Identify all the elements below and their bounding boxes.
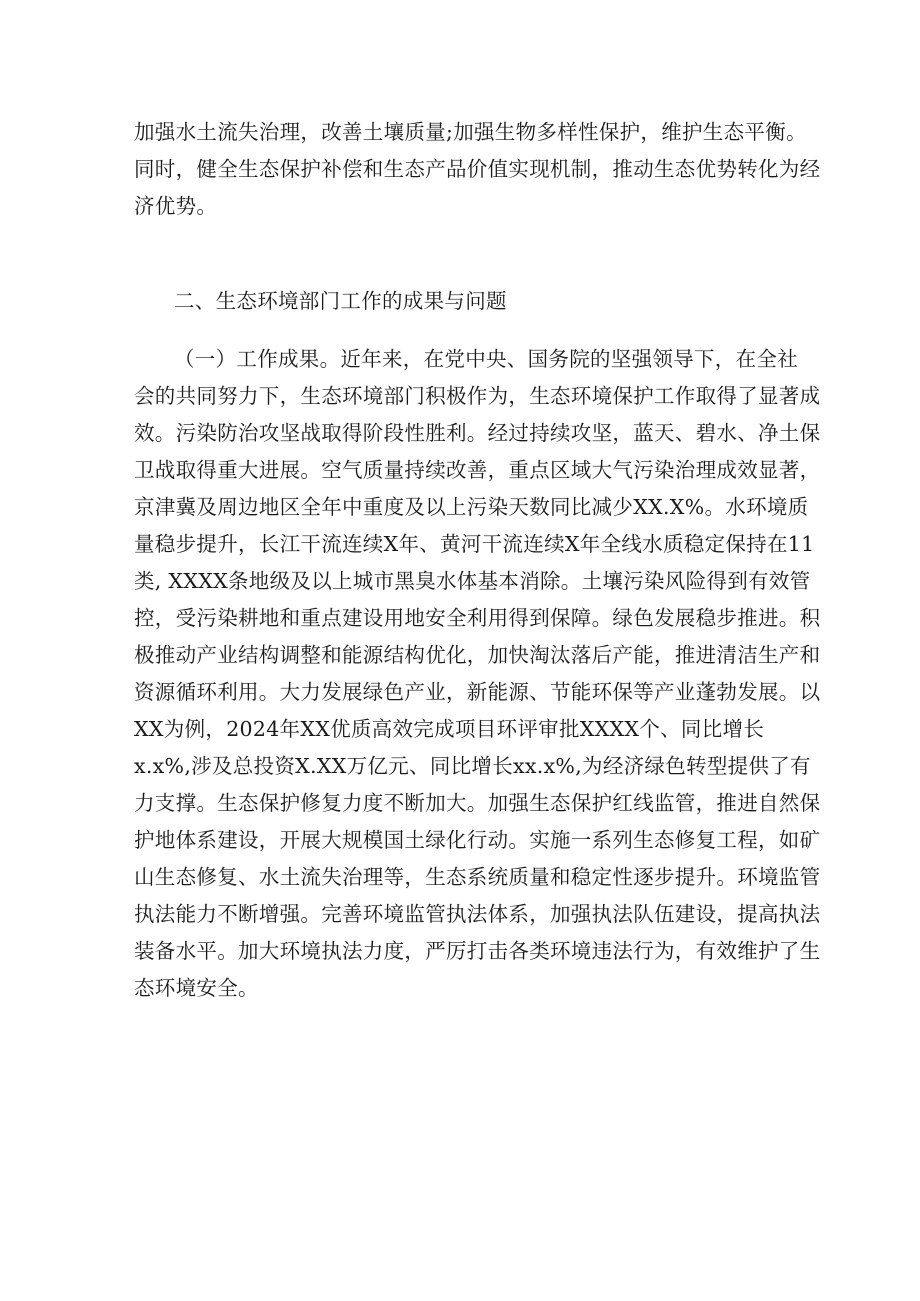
text-line: 力支撑。生态保护修复力度不断加大。加强生态保护红线监管，推进自然保 (134, 791, 821, 815)
text-line: 济优势。 (134, 194, 218, 218)
text-line: 极推动产业结构调整和能源结构优化，加快淘汰落后产能，推进清洁生产和 (134, 643, 821, 667)
text-line: （一）工作成果。近年来，在党中央、国务院的坚强领导下，在全社 (174, 347, 798, 371)
text-line: XX为例，2024年XX优质高效完成项目环评审批XXXX个、同比增长 (134, 717, 765, 741)
text-line: 类, XXXX条地级及以上城市黑臭水体基本消除。土壤污染风险得到有效管 (134, 569, 811, 593)
paragraph-achievements (134, 341, 821, 1007)
text-line: 执法能力不断增强。完善环境监管执法体系，加强执法队伍建设，提高执法 (134, 902, 821, 926)
text-line: 同时，健全生态保护补偿和生态产品价值实现机制，推动生态优势转化为经 (134, 157, 821, 181)
text-line: 加强水土流失治理，改善土壤质量;加强生物多样性保护，维护生态平衡。 (134, 120, 807, 144)
text-line: 会的共同努力下，生态环境部门积极作为，生态环境保护工作取得了显著成 (134, 384, 821, 408)
text-line: 山生态修复、水土流失治理等，生态系统质量和稳定性逐步提升。环境监管 (134, 865, 821, 889)
text-line: 效。污染防治攻坚战取得阶段性胜利。经过持续攻坚，蓝天、碧水、净土保 (134, 421, 821, 445)
text-line: 资源循环利用。大力发展绿色产业，新能源、节能环保等产业蓬勃发展。以 (134, 680, 821, 704)
text-line: 装备水平。加大环境执法力度，严厉打击各类环境违法行为，有效维护了生 (134, 939, 821, 963)
text-line: 控，受污染耕地和重点建设用地安全利用得到保障。绿色发展稳步推进。积 (134, 606, 821, 630)
paragraph-intro (134, 114, 821, 225)
section-heading: 二、生态环境部门工作的成果与问题 (174, 289, 507, 313)
text-line: 卫战取得重大进展。空气质量持续改善，重点区域大气污染治理成效显著， (134, 458, 821, 482)
text-line: 态环境安全。 (134, 976, 259, 1000)
text-line: x.x%,涉及总投资X.XX万亿元、同比增长xx.x%,为经济绿色转型提供了有 (134, 754, 811, 778)
text-line: 护地体系建设，开展大规模国土绿化行动。实施一系列生态修复工程，如矿 (134, 828, 821, 852)
text-line: 京津冀及周边地区全年中重度及以上污染天数同比减少XX.X%。水环境质 (134, 495, 809, 519)
text-line: 量稳步提升，长江干流连续X年、黄河干流连续X年全线水质稳定保持在11 (134, 532, 815, 556)
